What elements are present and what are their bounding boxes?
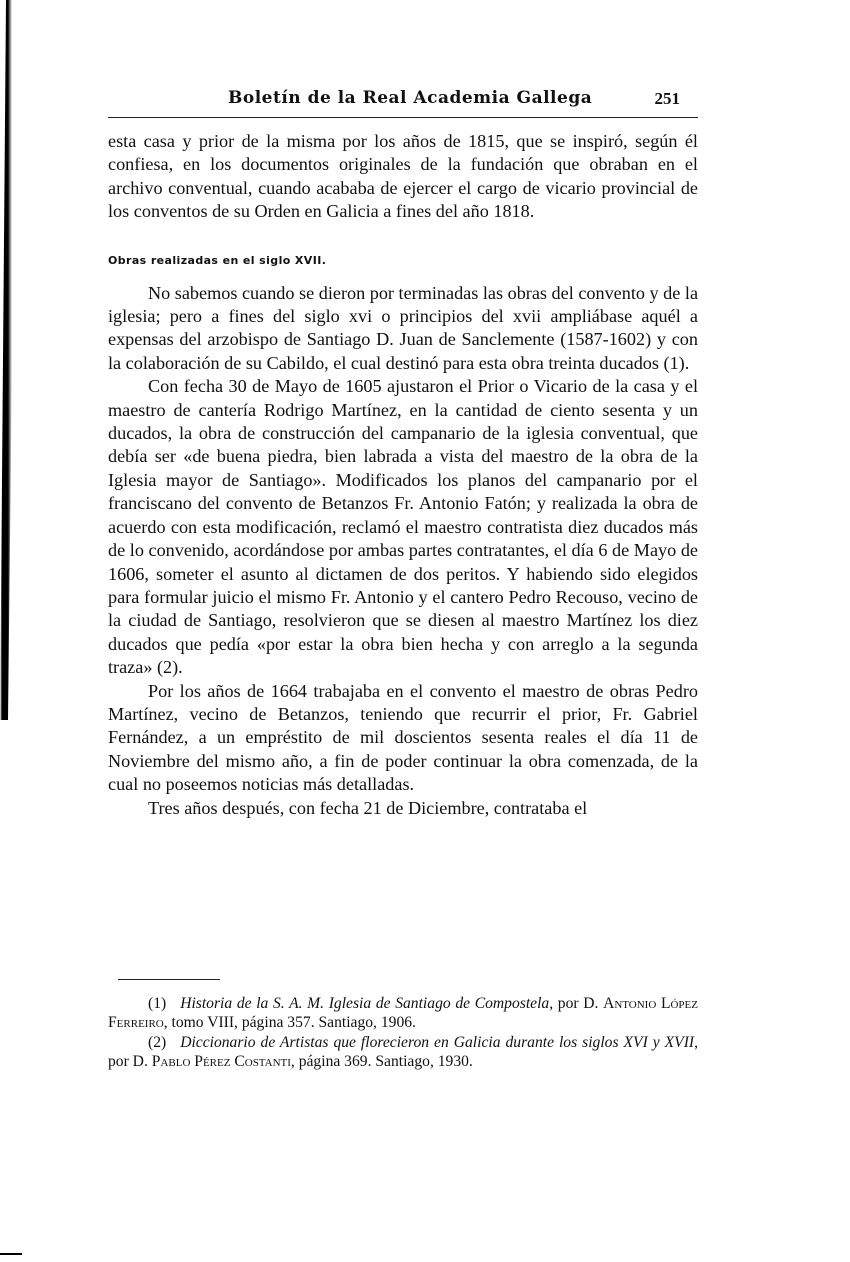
section-heading: Obras realizadas en el siglo XVII. [108, 253, 327, 267]
footnote-number: (1) [148, 995, 167, 1012]
footnotes [108, 994, 698, 1072]
running-header [108, 88, 698, 116]
footnote-by: por D. [557, 995, 599, 1012]
scan-mark-artifact [0, 1253, 22, 1255]
paragraph: Con fecha 30 de Mayo de 1605 ajustaron el Prior o Vicario de la casa y el maestro de cantería Rodrigo Martínez, en la cantidad de ciento sesenta y un ducados, la obra de construcción del campanario de la iglesia conventual, que debía ser «de buena piedra, bien labrada a vista del maestro de la obra de la Iglesia mayor de Santiago». Modificados los planos del campanario por el franciscano del convento de Betanzos Fr. Antonio Fatón; y realizada la obra de acuerdo con esta modificación, reclamó el maestro contratista diez ducados más de lo convenido, acordándose por ambas partes contratantes, el día 6 de Mayo de 1606, someter el asunto al dictamen de dos peritos. Y habiendo sido elegidos para formular juicio el mismo Fr. Antonio y el cantero Pedro Recouso, vecino de la ciudad de Santiago, resolvieron que se diesen al maestro Martínez los diez ducados que pedía «por estar la obra bien hecha y con arreglo a la segunda traza» (2). [108, 376, 698, 678]
journal-title: Boletín de la Real Academia Gallega [228, 88, 593, 108]
paragraph: Tres años después, con fecha 21 de Diciembre, contrataba el [148, 797, 588, 818]
footnote-2 [108, 1033, 698, 1072]
footnote-by: , por D. [108, 1033, 698, 1071]
footnote-title: Diccionario de Artistas que florecieron en Galicia durante los siglos XVI y XVII [180, 1033, 695, 1051]
page-number: 251 [654, 89, 680, 108]
footnote-details: , página 369. Santiago, 1930. [290, 1053, 473, 1071]
paragraph: Por los años de 1664 trabajaba en el convento el maestro de obras Pedro Martínez, vecino de Betanzos, teniendo que recurrir el prior, Fr. Gabriel Fernández, a un empréstito de mil doscientos sesenta reales el día 11 de Noviembre del mismo año, a fin de poder continuar la obra comenzada, de la cual no poseemos noticias más detalladas. [108, 680, 698, 795]
header-rule [108, 117, 698, 118]
body-text [108, 130, 698, 820]
footnote-details: , tomo VIII, página 357. Santiago, 1906. [163, 1014, 416, 1032]
footnote-1 [108, 994, 698, 1033]
footnote-author: Antonio López Ferreiro [108, 995, 698, 1032]
footnote-rule [118, 979, 220, 980]
scan-border-artifact [0, 0, 16, 720]
footnote-number: (2) [148, 1033, 167, 1051]
footnote-author: Pablo Pérez Costanti [151, 1053, 291, 1071]
footnote-title: Historia de la S. A. M. Iglesia de Santiago de Compostela, [180, 995, 554, 1012]
paragraph: No sabemos cuando se dieron por terminadas las obras del convento y de la iglesia; pero a fines del siglo xvi o principios del xvii ampliábase aquél a expensas del arzobispo de Santiago D. Juan de Sanclemente (1587-1602) y con la colaboración de su Cabildo, el cual destinó para esta obra treinta ducados (1). [108, 282, 699, 373]
paragraph-continuation: esta casa y prior de la misma por los años de 1815, que se inspiró, según él confiesa, en los documentos originales de la fundación que obraban en el archivo conventual, cuando acababa de ejercer el cargo de vicario provincial de los conventos de su Orden en Galicia a fines del año 1818. [108, 131, 698, 222]
